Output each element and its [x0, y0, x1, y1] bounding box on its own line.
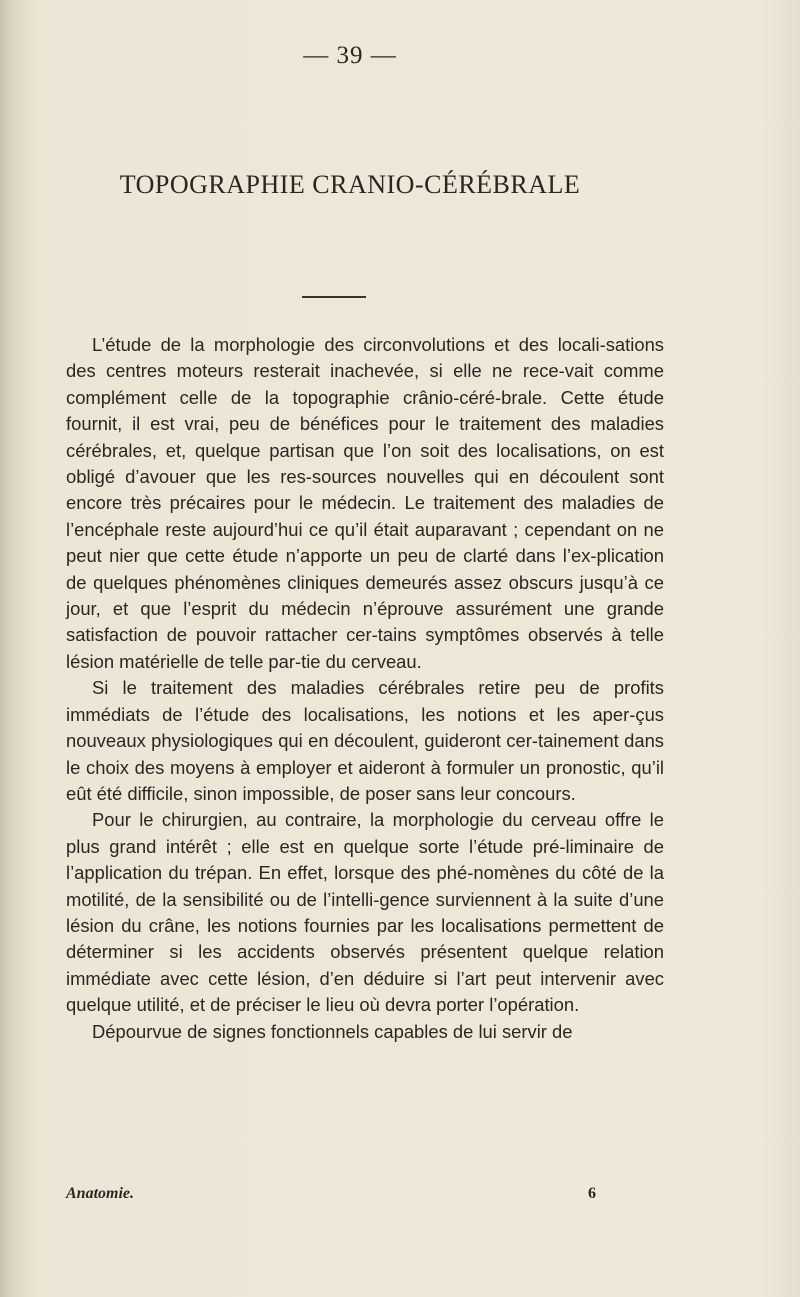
paragraph: L’étude de la morphologie des circonvolutions et des locali-sations des centres moteurs resterait inachevée, si elle ne rece-vait comme complément celle de la topographie crânio-céré-brale. Cette étude fournit, il est vrai, peu de bénéfices pour le traitement des maladies cérébrales, et, quelque partisan que l’on soit des localisations, on est obligé d’avouer que les res-sources nouvelles qui en découlent sont encore très précaires pour le médecin. Le traitement des maladies de l’encéphale reste aujourd’hui ce qu’il était auparavant ; cependant on ne peut nier que cette étude n’apporte un peu de clarté dans l’ex-plication de quelques phénomènes cliniques demeurés assez obscurs jusqu’à ce jour, et que l’esprit du médecin n’éprouve assurément une grande satisfaction de pouvoir rattacher cer-tains symptômes observés à telle lésion matérielle de telle par-tie du cerveau. [66, 334, 664, 672]
footer-sheet-number: 6 [588, 1185, 596, 1202]
paragraph: Dépourvue de signes fonctionnels capables de lui servir de [92, 1020, 573, 1042]
paragraph: Si le traitement des maladies cérébrales retire peu de profits immédiats de l’étude des localisations, les notions et les aper-çus nouveaux physiologiques qui en découlent, guideront cer-tainement dans le choix des moyens à employer et aideront à formuler un pronostic, qu’il eût été difficile, sinon impossible, de poser sans leur concours. [66, 677, 664, 804]
chapter-title: TOPOGRAPHIE CRANIO-CÉRÉBRALE [119, 170, 581, 199]
footer-signature: Anatomie. [66, 1185, 135, 1202]
title-divider [302, 296, 366, 298]
paragraph: Pour le chirurgien, au contraire, la morphologie du cerveau offre le plus grand intérêt ; elle est en quelque sorte l’étude pré-liminaire de l’application du trépan. En effet, lorsque des phé-nomènes du côté de la motilité, de la sensibilité ou de l’intelli-gence surviennent à la suite d’une lésion du crâne, les notions fournies par les localisations permettent de déterminer si les accidents observés présentent quelque relation immédiate avec cette lésion, d’en déduire si l’art peut intervenir avec quelque utilité, et de préciser le lieu où devra porter l’opération. [66, 809, 664, 1016]
body-text [66, 332, 664, 1045]
page-number: — 39 — [303, 42, 397, 69]
